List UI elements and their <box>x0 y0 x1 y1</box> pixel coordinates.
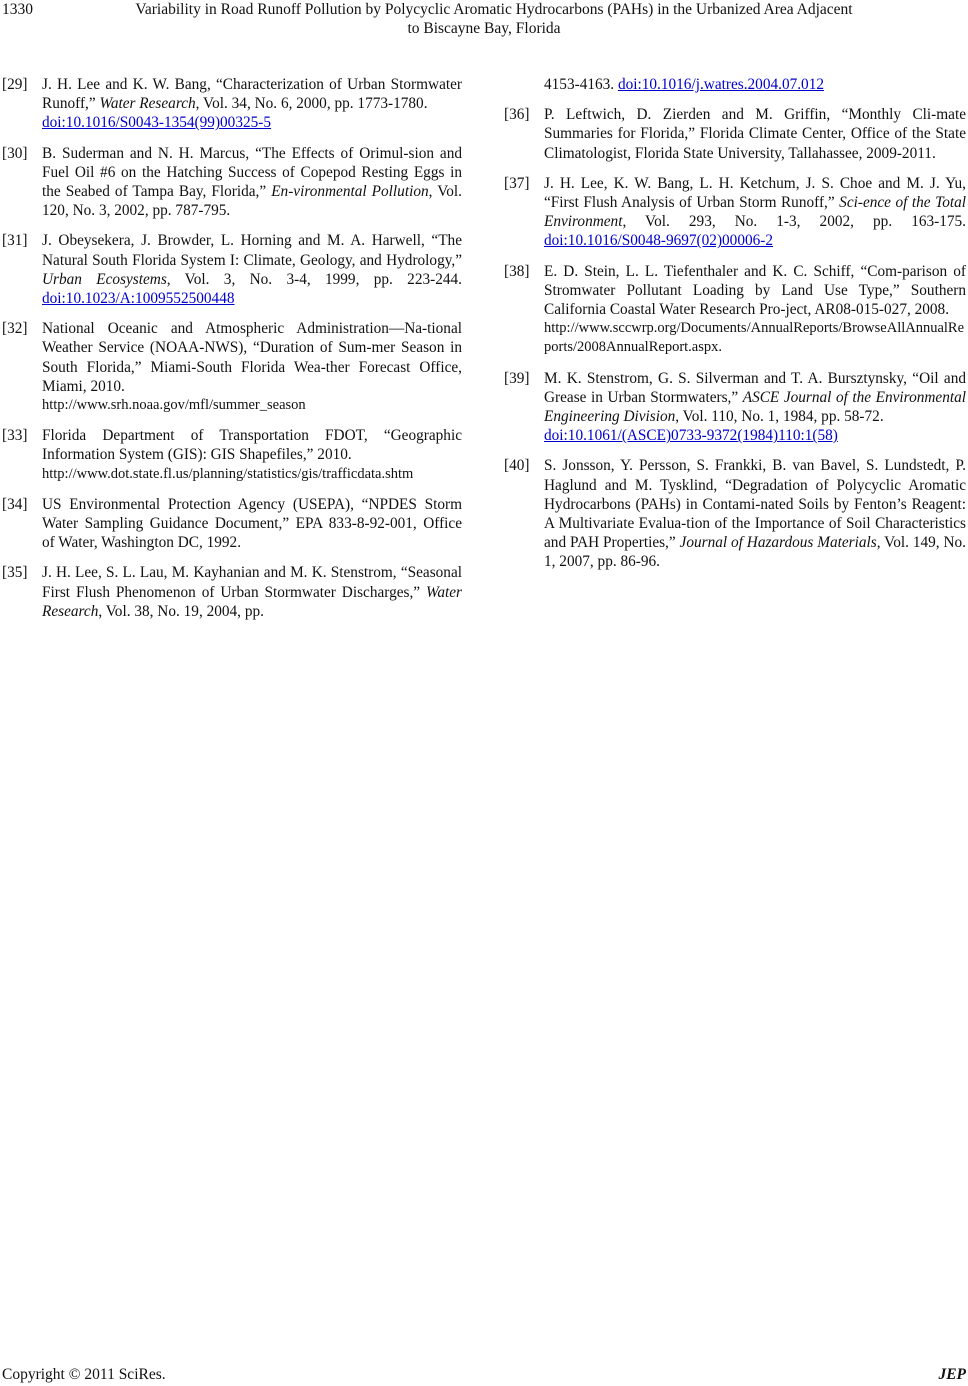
reference-text: J. H. Lee, K. W. Bang, L. H. Ketchum, J. S. Choe and M. J. Yu, “First Flush Analysis of Urban Storm Runoff,” Sci-ence of the Total Environment, Vol. 293, No. 1-3, 2002, pp. 163-175. doi:10.1016/S0048-9697(02)00006-2 <box>544 174 966 250</box>
reference-text: J. H. Lee and K. W. Bang, “Characterization of Urban Stormwater Runoff,” Water Research, Vol. 34, No. 6, 2000, pp. 1773-1780. doi:10.1016/S0043-1354(99)00325-5 <box>42 76 462 132</box>
reference-number: [40] <box>504 457 530 475</box>
reference-34 <box>2 495 462 553</box>
running-title-line2: to Biscayne Bay, Florida <box>407 20 561 37</box>
reference-number: [37] <box>504 174 530 192</box>
reference-number: [38] <box>504 262 530 280</box>
reference-text: P. Leftwich, D. Zierden and M. Griffin, “Monthly Cli-mate Summaries for Florida,” Florida Climate Center, Office of the State Climatologist, Florida State University, Tallahassee, 2009-2011. <box>544 106 966 162</box>
reference-url: http://www.sccwrp.org/Documents/AnnualReports/BrowseAllAnnualReports/2008AnnualReport.aspx. <box>544 320 965 356</box>
page-number: 1330 <box>2 1 33 18</box>
reference-29 <box>2 75 462 133</box>
reference-number: [36] <box>504 106 530 124</box>
page-header <box>0 0 968 38</box>
reference-number: [30] <box>2 144 28 162</box>
doi-link[interactable]: doi:10.1061/(ASCE)0733-9372(1984)110:1(58) <box>544 427 838 445</box>
doi-link[interactable]: doi:10.1016/j.watres.2004.07.012 <box>617 76 825 93</box>
reference-number: [31] <box>2 232 28 250</box>
reference-text: E. D. Stein, L. L. Tiefenthaler and K. C. Schiff, “Com-parison of Stromwater Pollutant Loading by Land Use Type,” Southern California Coastal Water Research Pro-ject, AR08-015-027, 2008. http://www.sccwrp.org/Documents/AnnualReports/BrowseAllAnnualReports/2008AnnualReport.aspx. <box>544 262 966 358</box>
reference-text: National Oceanic and Atmospheric Administration—Na-tional Weather Service (NOAA-NWS), “Duration of Sum-mer Season in South Florida,” Miami-South Florida Wea-ther Forecast Office, Miami, 2010. http://www.srh.noaa.gov/mfl/summer_season <box>42 319 462 415</box>
journal-abbreviation: JEP <box>938 1366 966 1383</box>
reference-40 <box>504 456 966 571</box>
reference-35-continued: 4153-4163. doi:10.1016/j.watres.2004.07.012 <box>544 76 825 93</box>
reference-url: http://www.srh.noaa.gov/mfl/summer_season <box>42 397 306 414</box>
reference-31 <box>2 231 462 308</box>
reference-37 <box>504 174 966 251</box>
references-right-column <box>504 75 966 583</box>
doi-link[interactable]: doi:10.1023/A:1009552500448 <box>42 290 235 308</box>
reference-number: [39] <box>504 369 530 387</box>
doi-link[interactable]: doi:10.1016/S0043-1354(99)00325-5 <box>42 114 272 132</box>
reference-text: US Environmental Protection Agency (USEPA), “NPDES Storm Water Sampling Guidance Document,” EPA 833-8-92-001, Office of Water, Washington DC, 1992. <box>42 495 462 552</box>
reference-36 <box>504 105 966 163</box>
reference-38 <box>504 262 966 358</box>
reference-number: [33] <box>2 427 28 445</box>
reference-number: [29] <box>2 76 28 93</box>
doi-link[interactable]: doi:10.1016/S0048-9697(02)00006-2 <box>544 232 774 250</box>
reference-text: J. H. Lee, S. L. Lau, M. Kayhanian and M. K. Stenstrom, “Seasonal First Flush Phenomenon of Urban Stormwater Discharges,” Water Research, Vol. 38, No. 19, 2004, pp. <box>42 564 462 620</box>
reference-35 <box>2 563 462 621</box>
reference-text: S. Jonsson, Y. Persson, S. Frankki, B. van Bavel, S. Lundstedt, P. Haglund and M. Tysklind, “Degradation of Polycyclic Aromatic Hydrocarbons (PAHs) in Contami-nated Soils by Fenton’s Reagent: A Multivariate Evalua-tion of the Importance of Soil Characteristics and PAH Properties,” Journal of Hazardous Materials, Vol. 149, No. 1, 2007, pp. 86-96. <box>544 457 966 571</box>
reference-url: http://www.dot.state.fl.us/planning/statistics/gis/trafficdata.shtm <box>42 465 414 482</box>
reference-32 <box>2 319 462 415</box>
reference-text: J. Obeysekera, J. Browder, L. Horning and M. A. Harwell, “The Natural South Florida System I: Climate, Geology, and Hydrology,” Urban Ecosystems, Vol. 3, No. 3-4, 1999, pp. 223-244. doi:10.1023/A:1009552500448 <box>42 232 462 308</box>
reference-text: Florida Department of Transportation FDOT, “Geographic Information System (GIS): GIS Shapefiles,” 2010. http://www.dot.state.fl.us/planning/statistics/gis/trafficdata.shtm <box>42 426 462 484</box>
reference-39 <box>504 369 966 446</box>
reference-text: B. Suderman and N. H. Marcus, “The Effects of Orimul-sion and Fuel Oil #6 on the Hatching Success of Copepod Resting Eggs in the Seabed of Tampa Bay, Florida,” En-vironmental Pollution, Vol. 120, No. 3, 2002, pp. 787-795. <box>42 144 463 220</box>
reference-number: [32] <box>2 320 28 338</box>
running-title-line1: Variability in Road Runoff Pollution by Polycyclic Aromatic Hydrocarbons (PAHs) in the Urbanized Area Adjacent <box>135 1 853 18</box>
reference-text: M. K. Stenstrom, G. S. Silverman and T. A. Bursztynsky, “Oil and Grease in Urban Stormwaters,” ASCE Journal of the Environmental Engineering Division, Vol. 110, No. 1, 1984, pp. 58-72. doi:10.1061/(ASCE)0733-9372(1984)110:1(58) <box>544 369 966 445</box>
reference-number: [34] <box>2 495 28 513</box>
copyright-notice: Copyright © 2011 SciRes. <box>2 1366 166 1383</box>
references-left-column <box>2 75 462 632</box>
reference-33 <box>2 426 462 484</box>
page-footer <box>2 1366 966 1384</box>
reference-number: [35] <box>2 564 28 582</box>
reference-30 <box>2 144 462 221</box>
